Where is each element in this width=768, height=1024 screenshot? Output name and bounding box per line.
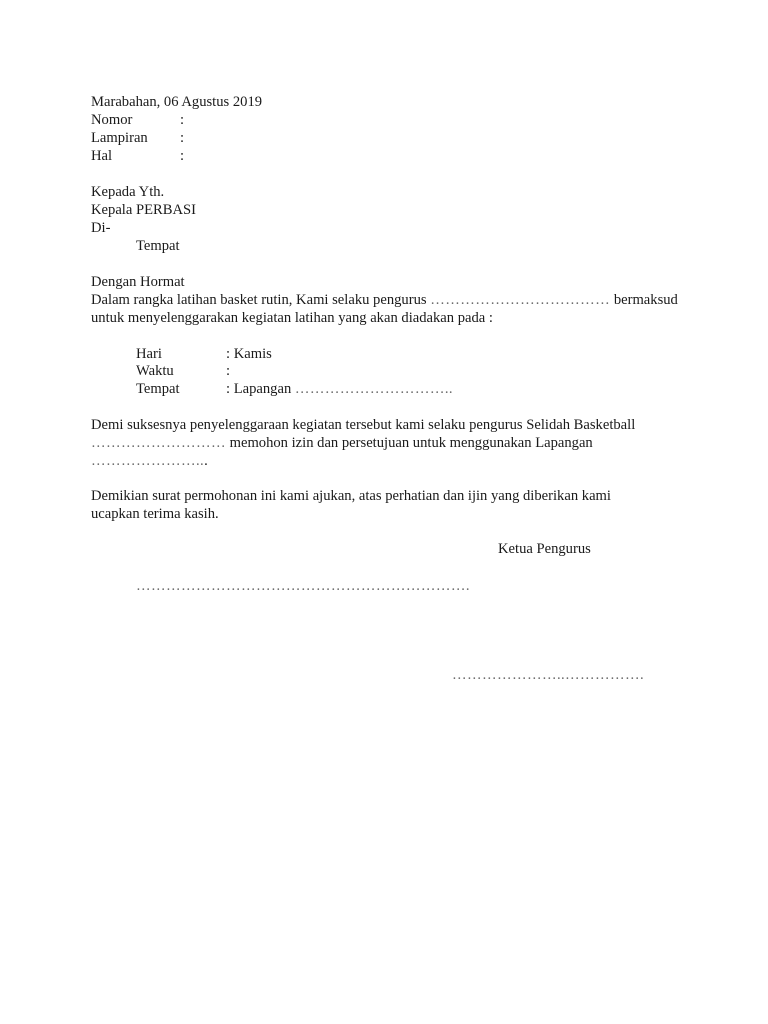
field-nomor-sep: :: [180, 112, 185, 128]
signature-title: Ketua Pengurus: [498, 541, 591, 557]
paragraph-1-line-1: [91, 291, 678, 309]
detail-tempat-label: Tempat: [136, 381, 180, 397]
paragraph-3-line-1: Demikian surat permohonan ini kami ajukan, atas perhatian dan ijin yang diberikan kami: [91, 488, 611, 504]
paragraph-2-blank-1: ………………………: [91, 435, 226, 451]
recipient-line-4: Tempat: [136, 238, 180, 254]
recipient-line-3: Di-: [91, 220, 111, 236]
field-lampiran-sep: :: [180, 130, 185, 146]
detail-hari-value: : Kamis: [226, 346, 272, 362]
detail-tempat-value-line: [226, 380, 453, 398]
detail-tempat-blank: …………………………..: [294, 381, 453, 397]
field-nomor-label: Nomor: [91, 112, 133, 128]
paragraph-1-line-2: untuk menyelenggarakan kegiatan latihan yang akan diadakan pada :: [91, 310, 493, 326]
paragraph-2-text: memohon izin dan persetujuan untuk menggunakan Lapangan: [229, 435, 593, 451]
paragraph-2-blank-2: …………………..: [91, 453, 205, 469]
paragraph-2-line-3: [91, 452, 208, 470]
greeting: Dengan Hormat: [91, 274, 185, 290]
signature-left-blank: ………………………………………………………….: [136, 578, 470, 594]
recipient-line-2: Kepala PERBASI: [91, 202, 196, 218]
paragraph-3-line-2: ucapkan terima kasih.: [91, 506, 219, 522]
paragraph-2-end: .: [204, 453, 208, 469]
field-lampiran-label: Lampiran: [91, 130, 148, 146]
detail-waktu-value: :: [226, 363, 231, 379]
detail-hari-label: Hari: [136, 346, 162, 362]
signature-right-blank: …………………..…………….: [452, 667, 645, 683]
field-hal-label: Hal: [91, 148, 113, 164]
paragraph-2-line-2: [91, 434, 593, 452]
detail-tempat-value: : Lapangan: [226, 381, 292, 397]
paragraph-1-text-a: Dalam rangka latihan basket rutin, Kami selaku pengurus: [91, 292, 427, 308]
field-hal-sep: :: [180, 148, 185, 164]
place-date: Marabahan, 06 Agustus 2019: [91, 94, 263, 110]
paragraph-1-blank: ………………………………: [430, 292, 611, 308]
detail-waktu-label: Waktu: [136, 363, 174, 379]
recipient-line-1: Kepada Yth.: [91, 184, 165, 200]
paragraph-1-text-b: bermaksud: [613, 292, 678, 308]
paragraph-2-line-1: Demi suksesnya penyelenggaraan kegiatan tersebut kami selaku pengurus Selidah Basketball: [91, 417, 636, 433]
